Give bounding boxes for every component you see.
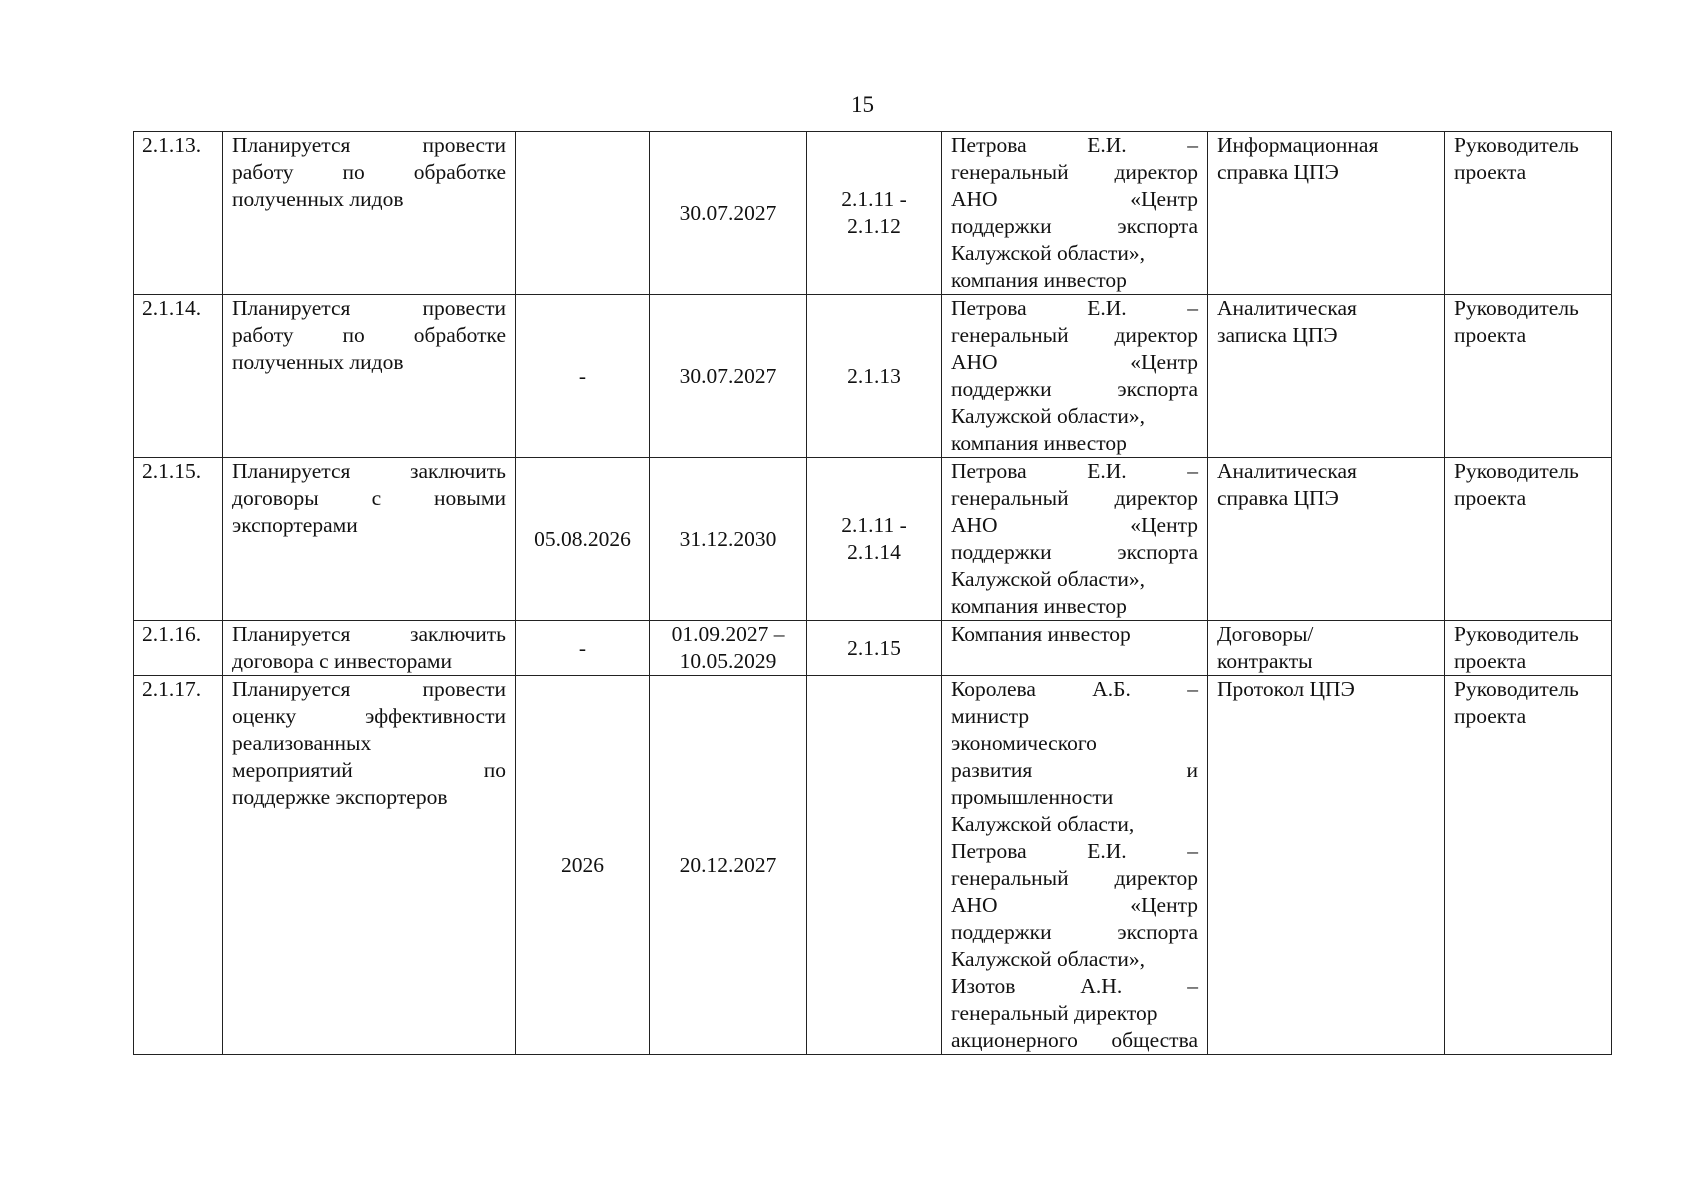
responsible-line: промышленности <box>951 785 1114 809</box>
controller-line: проекта <box>1454 323 1527 347</box>
document-line: Информационная <box>1217 133 1379 157</box>
document-cell <box>1208 676 1445 1055</box>
task-line: экспортерами <box>232 513 358 537</box>
responsible-line: министр <box>951 704 1030 728</box>
document-line: Аналитическая <box>1217 296 1357 320</box>
task-line: Планируется заключить <box>232 622 506 646</box>
predecessor-cell <box>807 295 942 458</box>
plan-table-body <box>134 132 1612 1055</box>
responsible-line: акционерного общества <box>951 1028 1198 1052</box>
document-line: записка ЦПЭ <box>1217 323 1338 347</box>
document-line: контракты <box>1217 649 1313 673</box>
responsible-line: компания инвестор <box>951 431 1127 455</box>
task-line: мероприятий по <box>232 758 506 782</box>
row-number-cell: 2.1.14. <box>134 295 223 458</box>
controller-line: проекта <box>1454 649 1527 673</box>
responsible-line: Петрова Е.И. – <box>951 296 1198 320</box>
row-number-cell: 2.1.13. <box>134 132 223 295</box>
responsible-line: Петрова Е.И. – <box>951 839 1198 863</box>
document-cell <box>1208 132 1445 295</box>
task-line: оценку эффективности <box>232 704 506 728</box>
responsible-line: генеральный директор <box>951 160 1198 184</box>
responsible-line: поддержки экспорта <box>951 377 1198 401</box>
predecessor-line: 2.1.14 <box>847 540 901 564</box>
start-date-cell: - <box>516 621 650 676</box>
responsible-line: Петрова Е.И. – <box>951 459 1198 483</box>
task-line: договоры с новыми <box>232 486 506 510</box>
table-row <box>134 676 1612 1055</box>
predecessor-cell <box>807 676 942 1055</box>
responsible-line: Калужской области», <box>951 404 1145 428</box>
responsible-line: Изотов А.Н. – <box>951 974 1198 998</box>
predecessor-cell <box>807 132 942 295</box>
responsible-line: Компания инвестор <box>951 622 1131 646</box>
document-line: Договоры/ <box>1217 622 1314 646</box>
table-row <box>134 621 1612 676</box>
task-cell <box>223 132 516 295</box>
task-line: работу по обработке <box>232 160 506 184</box>
controller-line: Руководитель <box>1454 459 1579 483</box>
responsible-line: Калужской области», <box>951 947 1145 971</box>
document-cell <box>1208 295 1445 458</box>
controller-line: Руководитель <box>1454 622 1579 646</box>
responsible-line: АНО «Центр <box>951 513 1198 537</box>
responsible-line: поддержки экспорта <box>951 214 1198 238</box>
start-date-cell <box>516 132 650 295</box>
document-cell <box>1208 621 1445 676</box>
table-row <box>134 295 1612 458</box>
end-date-cell: 20.12.2027 <box>650 676 807 1055</box>
start-date-cell: - <box>516 295 650 458</box>
responsible-line: поддержки экспорта <box>951 920 1198 944</box>
task-line: полученных лидов <box>232 350 404 374</box>
end-date-line: 10.05.2029 <box>679 649 777 673</box>
controller-line: Руководитель <box>1454 296 1579 320</box>
predecessor-line: 2.1.15 <box>847 635 901 660</box>
end-date-line: 01.09.2027 – <box>671 622 785 646</box>
responsible-line: генеральный директор <box>951 323 1198 347</box>
responsible-line: компания инвестор <box>951 594 1127 618</box>
responsible-line: генеральный директор <box>951 486 1198 510</box>
responsible-line: АНО «Центр <box>951 350 1198 374</box>
row-number-cell: 2.1.16. <box>134 621 223 676</box>
task-line: поддержке экспортеров <box>232 785 448 809</box>
document-line: Протокол ЦПЭ <box>1217 677 1355 701</box>
end-date-cell: 30.07.2027 <box>650 132 807 295</box>
responsible-line: экономического <box>951 731 1097 755</box>
end-date-cell: 31.12.2030 <box>650 458 807 621</box>
controller-cell <box>1445 295 1612 458</box>
responsible-line: Калужской области, <box>951 812 1135 836</box>
controller-line: проекта <box>1454 486 1527 510</box>
controller-cell <box>1445 458 1612 621</box>
responsible-line: Калужской области», <box>951 567 1145 591</box>
document-line: Аналитическая <box>1217 459 1357 483</box>
task-line: договора с инвесторами <box>232 649 452 673</box>
predecessor-cell <box>807 621 942 676</box>
task-cell <box>223 676 516 1055</box>
responsible-cell <box>942 676 1208 1055</box>
predecessor-cell <box>807 458 942 621</box>
controller-line: Руководитель <box>1454 677 1579 701</box>
responsible-line: развития и <box>951 758 1198 782</box>
start-date-cell: 05.08.2026 <box>516 458 650 621</box>
task-line: реализованных <box>232 731 372 755</box>
responsible-line: Королева А.Б. – <box>951 677 1198 701</box>
row-number-cell: 2.1.15. <box>134 458 223 621</box>
predecessor-line: 2.1.12 <box>847 214 901 238</box>
document-cell <box>1208 458 1445 621</box>
task-line: полученных лидов <box>232 187 404 211</box>
task-cell <box>223 458 516 621</box>
task-cell <box>223 621 516 676</box>
controller-cell <box>1445 621 1612 676</box>
responsible-line: АНО «Центр <box>951 893 1198 917</box>
document-line: справка ЦПЭ <box>1217 486 1339 510</box>
responsible-line: Петрова Е.И. – <box>951 133 1198 157</box>
start-date-cell: 2026 <box>516 676 650 1055</box>
task-line: Планируется провести <box>232 677 506 701</box>
task-line: Планируется провести <box>232 296 506 320</box>
table-row <box>134 458 1612 621</box>
responsible-line: Калужской области», <box>951 241 1145 265</box>
controller-line: проекта <box>1454 704 1527 728</box>
end-date-cell: 30.07.2027 <box>650 295 807 458</box>
responsible-cell <box>942 621 1208 676</box>
responsible-line: АНО «Центр <box>951 187 1198 211</box>
task-line: Планируется заключить <box>232 459 506 483</box>
document-line: справка ЦПЭ <box>1217 160 1339 184</box>
table-row <box>134 132 1612 295</box>
responsible-line: генеральный директор <box>951 1001 1158 1025</box>
responsible-line: поддержки экспорта <box>951 540 1198 564</box>
controller-cell <box>1445 676 1612 1055</box>
page-number: 15 <box>851 92 874 117</box>
controller-line: проекта <box>1454 160 1527 184</box>
predecessor-line: 2.1.11 - <box>841 187 907 211</box>
responsible-cell <box>942 132 1208 295</box>
plan-table <box>133 131 1612 1055</box>
end-date-cell <box>650 621 807 676</box>
responsible-cell <box>942 295 1208 458</box>
task-line: работу по обработке <box>232 323 506 347</box>
responsible-cell <box>942 458 1208 621</box>
predecessor-line: 2.1.11 - <box>841 513 907 537</box>
responsible-line: генеральный директор <box>951 866 1198 890</box>
controller-cell <box>1445 132 1612 295</box>
task-cell <box>223 295 516 458</box>
task-line: Планируется провести <box>232 133 506 157</box>
controller-line: Руководитель <box>1454 133 1579 157</box>
responsible-line: компания инвестор <box>951 268 1127 292</box>
row-number-cell: 2.1.17. <box>134 676 223 1055</box>
predecessor-line: 2.1.13 <box>847 363 901 388</box>
